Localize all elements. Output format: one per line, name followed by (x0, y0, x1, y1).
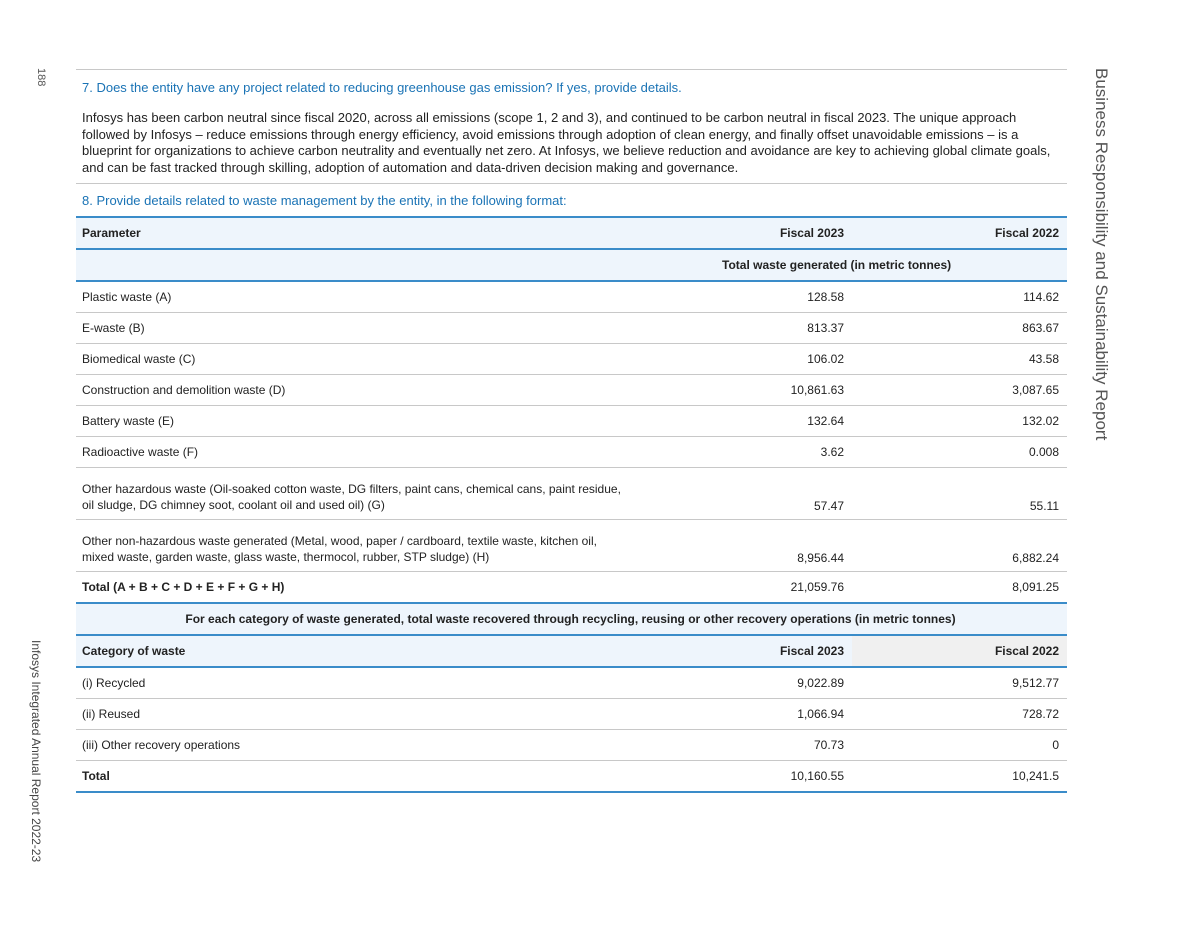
row-label (76, 468, 676, 520)
row-fiscal-2023: 57.47 (676, 468, 852, 520)
row-fiscal-2022: 863.67 (852, 313, 1067, 344)
row-fiscal-2022: 43.58 (852, 344, 1067, 375)
section-title-side: Business Responsibility and Sustainability Report (1092, 68, 1111, 441)
row-label (76, 520, 676, 572)
row-fiscal-2022: 114.62 (852, 281, 1067, 313)
recovery-total-fiscal-2022: 10,241.5 (852, 761, 1067, 793)
table-row (76, 313, 1067, 344)
question-8-heading: 8. Provide details related to waste management by the entity, in the following format: (76, 183, 1067, 216)
row-label: E-waste (B) (76, 313, 676, 344)
row-fiscal-2022: 132.02 (852, 406, 1067, 437)
total-fiscal-2022: 8,091.25 (852, 572, 1067, 604)
table-row (76, 667, 1067, 699)
recovery-total-label: Total (76, 761, 676, 793)
total-label: Total (A + B + C + D + E + F + G + H) (76, 572, 676, 604)
row-label: Biomedical waste (C) (76, 344, 676, 375)
header-fiscal-2023: Fiscal 2023 (676, 635, 852, 667)
row-fiscal-2022: 55.11 (852, 468, 1067, 520)
row-label: (ii) Reused (76, 699, 676, 730)
row-fiscal-2023: 1,066.94 (676, 699, 852, 730)
row-label: (iii) Other recovery operations (76, 730, 676, 761)
row-fiscal-2023: 9,022.89 (676, 667, 852, 699)
header-fiscal-2022: Fiscal 2022 (852, 635, 1067, 667)
row-fiscal-2023: 128.58 (676, 281, 852, 313)
row-fiscal-2023: 132.64 (676, 406, 852, 437)
recovery-total-row (76, 761, 1067, 793)
recovery-header-text: For each category of waste generated, total waste recovered through recycling, reusing or other recovery operations (in metric tonnes) (76, 603, 1067, 635)
row-label-line-2: oil sludge, DG chimney soot, coolant oil and used oil) (G) (82, 498, 385, 512)
table-row (76, 375, 1067, 406)
row-label: Construction and demolition waste (D) (76, 375, 676, 406)
row-fiscal-2022: 9,512.77 (852, 667, 1067, 699)
row-fiscal-2022: 0.008 (852, 437, 1067, 468)
row-label-line-1: Other hazardous waste (Oil-soaked cotton waste, DG filters, paint cans, chemical cans, paint residue, (82, 482, 621, 496)
row-fiscal-2023: 813.37 (676, 313, 852, 344)
header-fiscal-2022: Fiscal 2022 (852, 217, 1067, 249)
header-parameter: Parameter (76, 217, 676, 249)
waste-management-table (76, 216, 1067, 793)
table-row (76, 730, 1067, 761)
row-fiscal-2022: 0 (852, 730, 1067, 761)
page-number: 188 (35, 68, 47, 87)
row-label: Plastic waste (A) (76, 281, 676, 313)
header-category-of-waste: Category of waste (76, 635, 676, 667)
table-row (76, 344, 1067, 375)
question-7-heading: 7. Does the entity have any project related to reducing greenhouse gas emission? If yes, provide details. (82, 80, 682, 95)
table-row (76, 468, 1067, 520)
row-fiscal-2023: 8,956.44 (676, 520, 852, 572)
total-fiscal-2023: 21,059.76 (676, 572, 852, 604)
subheader-row (76, 249, 1067, 281)
recovery-total-fiscal-2023: 10,160.55 (676, 761, 852, 793)
subheader-total-waste: Total waste generated (in metric tonnes) (676, 249, 1067, 281)
row-label: Radioactive waste (F) (76, 437, 676, 468)
header-fiscal-2023: Fiscal 2023 (676, 217, 852, 249)
row-label: (i) Recycled (76, 667, 676, 699)
row-fiscal-2023: 3.62 (676, 437, 852, 468)
report-title-side: Infosys Integrated Annual Report 2022-23 (29, 640, 43, 863)
row-label: Battery waste (E) (76, 406, 676, 437)
row-fiscal-2022: 728.72 (852, 699, 1067, 730)
table-row (76, 437, 1067, 468)
table-row (76, 406, 1067, 437)
table-header-row (76, 217, 1067, 249)
table-row (76, 281, 1067, 313)
table-row (76, 520, 1067, 572)
row-label-line-1: Other non-hazardous waste generated (Metal, wood, paper / cardboard, textile waste, kitchen oil, (82, 534, 597, 548)
page-content (76, 69, 1067, 793)
recovery-columns-row (76, 635, 1067, 667)
row-fiscal-2023: 106.02 (676, 344, 852, 375)
total-waste-row (76, 572, 1067, 604)
question-7-answer: Infosys has been carbon neutral since fiscal 2020, across all emissions (scope 1, 2 and 3), and continued to be carbon neutral in fiscal 2023. The unique approach followed by Infosys – reduce emissions through energy efficiency, avoid emissions through adoption of clean energy, and finally offset unavoidable emissions – is a blueprint for organizations to achieve carbon neutrality and eventually net zero. At Infosys, we believe reduction and avoidance are key to achieving global climate goals, and can be fast tracked through skilling, adoption of automation and data-driven decision making and governance. (82, 110, 1051, 175)
table-row (76, 699, 1067, 730)
row-fiscal-2022: 3,087.65 (852, 375, 1067, 406)
recovery-section-header (76, 603, 1067, 635)
row-label-line-2: mixed waste, garden waste, glass waste, thermocol, rubber, STP sludge) (H) (82, 550, 490, 564)
row-fiscal-2022: 6,882.24 (852, 520, 1067, 572)
row-fiscal-2023: 10,861.63 (676, 375, 852, 406)
row-fiscal-2023: 70.73 (676, 730, 852, 761)
